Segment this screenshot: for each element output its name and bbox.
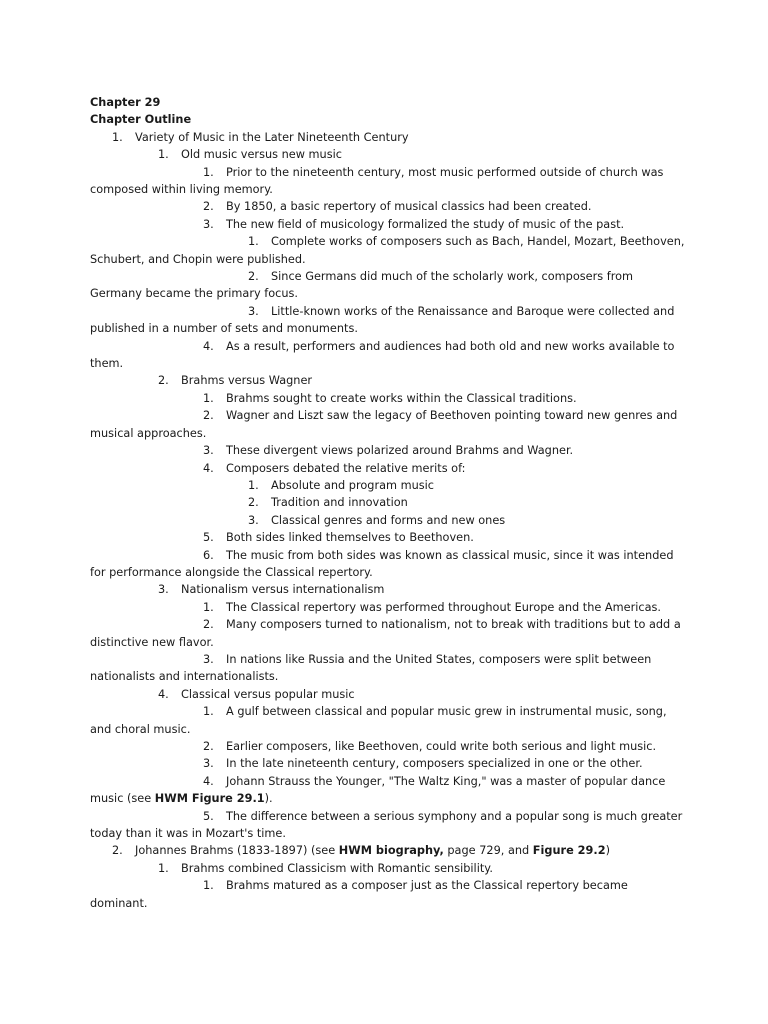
outline-item-number: 3.	[203, 757, 214, 771]
outline-item-text: Prior to the nineteenth century, most music performed outside of church was composed within living memory.	[90, 165, 664, 196]
outline-item-text: ).	[264, 792, 273, 806]
outline-item-text: )	[605, 844, 610, 858]
outline-item	[0, 407, 768, 442]
outline-item	[0, 198, 768, 215]
outline-item	[0, 494, 768, 511]
outline-item	[0, 738, 768, 755]
outline-item-number: 2.	[158, 374, 169, 388]
outline-item	[0, 146, 768, 163]
outline-item	[0, 581, 768, 598]
outline-item-number: 1.	[112, 130, 123, 144]
outline-item-number: 4.	[203, 774, 214, 788]
outline-item	[0, 477, 768, 494]
outline-item-number: 3.	[248, 513, 259, 527]
outline-item-number: 3.	[203, 444, 214, 458]
outline-item-number: 3.	[158, 583, 169, 597]
outline-item-text: In the late nineteenth century, composers specialized in one or the other.	[226, 757, 643, 771]
outline-item-text: Brahms versus Wagner	[181, 374, 313, 388]
outline-item-text: The Classical repertory was performed throughout Europe and the Americas.	[226, 600, 662, 614]
outline-item-bold-text: HWM Figure 29.1	[154, 792, 265, 806]
outline-item-number: 4.	[203, 461, 214, 475]
outline-item-number: 3.	[203, 217, 214, 231]
outline-item-text: Complete works of composers such as Bach, Handel, Mozart, Beethoven, Schubert, and Chopin were published.	[90, 235, 685, 266]
outline-item	[0, 529, 768, 546]
outline-item-number: 4.	[158, 687, 169, 701]
outline-item	[0, 703, 768, 738]
outline-item-number: 1.	[203, 165, 214, 179]
outline-item-number: 1.	[203, 705, 214, 719]
outline-item-number: 2.	[203, 618, 214, 632]
outline-item-text: These divergent views polarized around Brahms and Wagner.	[226, 444, 574, 458]
outline-item-text: Nationalism versus internationalism	[181, 583, 385, 597]
outline-item-text: A gulf between classical and popular music grew in instrumental music, song, and choral music.	[90, 705, 667, 736]
outline-item-number: 5.	[203, 531, 214, 545]
outline-item-number: 1.	[203, 600, 214, 614]
outline-list	[0, 129, 768, 912]
outline-item	[0, 129, 768, 146]
outline-item-number: 5.	[203, 809, 214, 823]
outline-item	[0, 233, 768, 268]
outline-item-text: Classical versus popular music	[181, 687, 355, 701]
outline-item-number: 1.	[158, 148, 169, 162]
outline-item	[0, 842, 768, 859]
outline-item	[0, 773, 768, 808]
outline-item	[0, 164, 768, 199]
outline-item	[0, 460, 768, 477]
outline-item	[0, 755, 768, 772]
outline-item	[0, 860, 768, 877]
outline-item	[0, 877, 768, 912]
outline-item-text: Old music versus new music	[181, 148, 342, 162]
outline-item-number: 2.	[203, 740, 214, 753]
outline-item-bold-text: Figure 29.2	[532, 844, 606, 858]
outline-item	[0, 512, 768, 529]
outline-item	[0, 442, 768, 459]
outline-item	[0, 390, 768, 407]
outline-item-number: 1.	[248, 235, 259, 249]
document-page	[0, 94, 768, 912]
outline-item-text: Tradition and innovation	[271, 496, 408, 510]
outline-item-number: 1.	[203, 879, 214, 893]
outline-item-text: Many composers turned to nationalism, not to break with traditions but to add a distinctive new flavor.	[90, 618, 681, 649]
outline-item-number: 3.	[203, 652, 214, 666]
outline-item-text: Wagner and Liszt saw the legacy of Beethoven pointing toward new genres and musical approaches.	[90, 409, 678, 440]
outline-item-text: Johannes Brahms (1833-1897) (see	[135, 844, 339, 858]
outline-title: Chapter Outline	[90, 113, 192, 127]
outline-item-text: The music from both sides was known as classical music, since it was intended for performance alongside the Classical repertory.	[90, 548, 674, 579]
outline-item	[0, 651, 768, 686]
outline-item-text: page 729, and	[443, 844, 533, 858]
outline-item-text: The new field of musicology formalized the study of music of the past.	[226, 217, 625, 231]
outline-item	[0, 372, 768, 389]
outline-item-text: Johann Strauss the Younger, "The Waltz King," was a master of popular dance music (see	[90, 774, 666, 806]
outline-item-text: Since Germans did much of the scholarly work, composers from Germany became the primary focus.	[90, 270, 634, 301]
outline-item	[0, 303, 768, 338]
outline-item-text: In nations like Russia and the United States, composers were split between nationalists and internationalists.	[90, 652, 652, 684]
chapter-title: Chapter 29	[90, 96, 161, 109]
outline-item	[0, 338, 768, 373]
outline-item-bold-text: HWM biography,	[338, 844, 444, 858]
outline-item	[0, 808, 768, 843]
outline-item-text: As a result, performers and audiences had both old and new works available to them.	[90, 339, 675, 371]
outline-item	[0, 547, 768, 582]
outline-item-text: Variety of Music in the Later Nineteenth Century	[135, 130, 409, 144]
outline-item	[0, 268, 768, 303]
outline-item-text: Absolute and program music	[271, 478, 435, 492]
outline-item	[0, 616, 768, 651]
outline-item-number: 6.	[203, 548, 214, 562]
outline-item	[0, 686, 768, 703]
outline-item-number: 2.	[203, 409, 214, 423]
outline-item-text: Composers debated the relative merits of:	[226, 461, 466, 475]
outline-item-number: 1.	[248, 478, 259, 492]
outline-item	[0, 599, 768, 616]
outline-item-number: 1.	[203, 391, 214, 405]
outline-item-text: Brahms matured as a composer just as the Classical repertory became dominant.	[90, 879, 628, 910]
outline-item-number: 3.	[248, 304, 259, 318]
outline-item-text: Brahms sought to create works within the Classical traditions.	[226, 391, 577, 405]
outline-item-number: 2.	[248, 270, 259, 284]
outline-item-text: Earlier composers, like Beethoven, could write both serious and light music.	[226, 740, 657, 753]
outline-item	[0, 216, 768, 233]
outline-item-number: 2.	[248, 496, 259, 510]
outline-item-text: Classical genres and forms and new ones	[271, 513, 506, 527]
outline-item-text: Little-known works of the Renaissance and Baroque were collected and published in a number of sets and monuments.	[90, 304, 675, 336]
outline-item-number: 2.	[203, 200, 214, 214]
outline-item-text: Both sides linked themselves to Beethoven.	[226, 531, 474, 545]
outline-item-number: 2.	[112, 844, 123, 858]
outline-item-number: 1.	[158, 861, 169, 875]
outline-item-text: By 1850, a basic repertory of musical classics had been created.	[226, 200, 592, 214]
outline-item-text: The difference between a serious symphony and a popular song is much greater today than it was in Mozart's time.	[90, 809, 683, 841]
outline-item-text: Brahms combined Classicism with Romantic sensibility.	[181, 861, 493, 875]
outline-item-number: 4.	[203, 339, 214, 353]
